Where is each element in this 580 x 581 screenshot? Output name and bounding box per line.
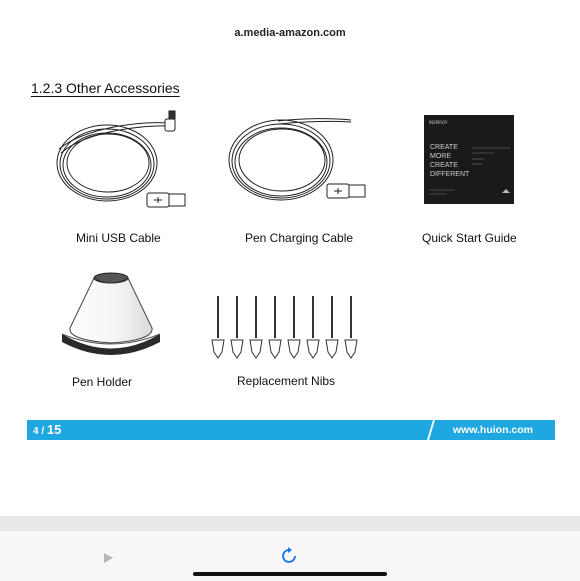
document-page	[0, 56, 580, 516]
guide-line: CREATE	[430, 162, 458, 169]
caption-pen-charging-cable: Pen Charging Cable	[245, 231, 354, 245]
page-separator: /	[41, 426, 45, 437]
guide-brand: INSPIROY	[429, 120, 448, 125]
caption-replacement-nibs: Replacement Nibs	[237, 374, 336, 388]
mini-usb-cable-image	[47, 101, 192, 221]
guide-line: DIFFERENT	[430, 171, 470, 178]
page-total: 15	[46, 422, 62, 437]
toolbar-divider	[0, 517, 580, 531]
page-number	[33, 422, 61, 437]
footer-site: www.huion.com	[452, 424, 533, 436]
reload-icon[interactable]	[281, 546, 297, 568]
guide-decoration-icon	[424, 115, 514, 204]
pen-charging-cable-image	[223, 108, 373, 220]
caption-quick-start-guide: Quick Start Guide	[422, 231, 517, 245]
caption-mini-usb-cable: Mini USB Cable	[76, 231, 161, 245]
replacement-nibs-image	[206, 294, 368, 360]
pen-holder-icon	[56, 268, 166, 363]
guide-line: MORE	[430, 153, 451, 160]
pen-charging-cable-icon	[223, 108, 373, 220]
page-current: 4	[33, 426, 39, 437]
address-bar[interactable]	[0, 0, 580, 56]
home-indicator[interactable]	[193, 572, 387, 576]
replacement-nibs-icon	[206, 294, 368, 360]
guide-line: CREATE	[430, 144, 458, 151]
mini-usb-cable-icon	[47, 101, 192, 221]
url-text[interactable]: a.media-amazon.com	[234, 27, 346, 39]
section-title: 1.2.3 Other Accessories	[31, 80, 180, 96]
caption-pen-holder: Pen Holder	[72, 375, 133, 389]
play-forward-icon[interactable]	[102, 549, 114, 568]
quick-start-guide-image	[424, 115, 514, 204]
page-footer	[27, 420, 555, 440]
pen-holder-image	[56, 268, 166, 363]
